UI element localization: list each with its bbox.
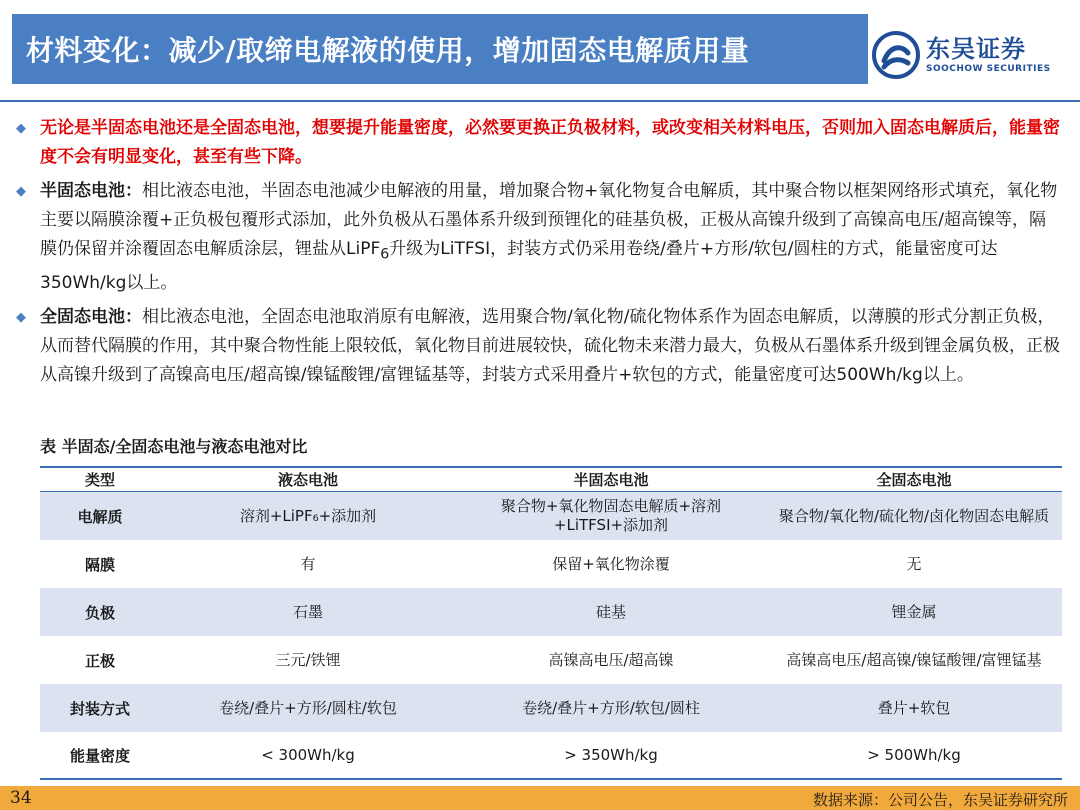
table-cell: 有 [300, 554, 316, 573]
bullet-text-all-solid [40, 303, 1062, 390]
row-label: 正极 [84, 651, 115, 670]
table-cell: 锂金属 [891, 602, 937, 621]
bullet-body-continued: 升级为LiTFSI，封装方式仍采用卷绕/叠片+方形/软包/圆柱的方式，能量密度可达350Wh/kg以上。 [40, 239, 998, 294]
header-cell: 液态电池 [277, 471, 338, 489]
row-label: 能量密度 [69, 746, 130, 765]
logo-chinese-name: 东吴证券 [926, 35, 1026, 63]
table-row [40, 636, 1062, 684]
row-label: 隔膜 [84, 555, 115, 574]
table-cell: < 300Wh/kg [261, 745, 355, 764]
table-header-row [40, 466, 1062, 492]
bullet-list [12, 114, 1062, 395]
bullet-item [12, 303, 1062, 390]
page-number: 34 [10, 788, 32, 808]
company-logo [872, 30, 1072, 80]
table-row [40, 588, 1062, 636]
logo-english-name: SOOCHOW SECURITIES [926, 64, 1051, 74]
bullet-lead: 全固态电池： [40, 307, 142, 328]
table-cell: 卷绕/叠片+方形/软包/圆柱 [522, 698, 700, 717]
table-row [40, 684, 1062, 732]
bullet-item [12, 114, 1062, 172]
footer-bar [0, 786, 1080, 810]
row-label: 封装方式 [69, 699, 130, 718]
table-cell: 保留+氧化物涂覆 [552, 554, 670, 573]
table-row [40, 540, 1062, 588]
header-divider [0, 100, 1080, 102]
bullet-body: 相比液态电池，半固态电池减少电解液的用量，增加聚合物+氧化物复合电解质，其中聚合物以框架网络形式填充，氧化物主要以隔膜涂覆+正负极包覆形式添加，此外负极从石墨体系升级到预锂化的硅基负极，正极从高镍升级到了高镍高电压/超高镍等，隔膜仍保留并涂覆固态电解质涂层，锂盐从LiPF [40, 181, 1058, 259]
table-cell: 高镍高电压/超高镍/镍锰酸锂/富锂锰基 [786, 650, 1042, 669]
diamond-bullet-icon: ◆ [16, 310, 26, 326]
table-cell: > 350Wh/kg [564, 745, 658, 764]
table-cell: 叠片+软包 [877, 698, 951, 717]
soochow-logo-icon [872, 31, 920, 79]
bullet-text-semi-solid [40, 177, 1062, 298]
table-row [40, 492, 1062, 540]
table-cell: 三元/铁锂 [275, 650, 341, 669]
page-title: 材料变化：减少/取缔电解液的使用，增加固态电解质用量 [26, 34, 750, 67]
data-source: 数据来源：公司公告，东吴证券研究所 [812, 791, 1068, 809]
comparison-table [40, 466, 1062, 780]
bullet-lead: 半固态电池： [40, 181, 142, 201]
table-cell: > 500Wh/kg [867, 745, 961, 764]
header-cell: 类型 [84, 471, 115, 489]
table-cell: 溶剂+LiPF₆+添加剂 [239, 506, 377, 525]
table-cell: 无 [906, 554, 922, 573]
table-cell: 聚合物/氧化物/硫化物/卤化物固态电解质 [778, 506, 1050, 525]
header-cell: 全固态电池 [876, 471, 952, 489]
bullet-item [12, 177, 1062, 298]
table-cell: 高镍高电压/超高镍 [548, 650, 674, 669]
diamond-bullet-icon: ◆ [16, 184, 26, 199]
bullet-text-highlight: 无论是半固态电池还是全固态电池，想要提升能量密度，必然要更换正负极材料，或改变相关材料电压，否则加入固态电解质后，能量密度不会有明显变化，甚至有些下降。 [40, 118, 1060, 167]
table-caption: 表 半固态/全固态电池与液态电池对比 [40, 437, 308, 456]
bullet-body: 相比液态电池，全固态电池取消原有电解液，选用聚合物/氧化物/硫化物体系作为固态电解质，以薄膜的形式分割正负极，从而替代隔膜的作用，其中聚合物性能上限较低，氧化物目前进展较快，硫化物未来潜力最大，负极从石墨体系升级到锂金属负极，正极从高镍升级到了高镍高电压/超高镍/镍锰酸锂/富锂锰基等，封装方式采用叠片+软包的方式，能量密度可达500Wh/kg以上。 [40, 307, 1060, 386]
table-row [40, 732, 1062, 780]
table-cell: 石墨 [292, 602, 323, 621]
row-label: 负极 [84, 603, 115, 622]
diamond-bullet-icon: ◆ [16, 121, 26, 136]
subscript: 6 [380, 246, 390, 263]
table-cell: 聚合物+氧化物固态电解质+溶剂+LiTFSI+添加剂 [500, 497, 722, 534]
title-bar [12, 14, 868, 84]
table-cell: 硅基 [595, 602, 626, 621]
table-cell: 卷绕/叠片+方形/圆柱/软包 [219, 698, 397, 717]
header-cell: 半固态电池 [573, 471, 649, 489]
row-label: 电解质 [77, 507, 123, 526]
